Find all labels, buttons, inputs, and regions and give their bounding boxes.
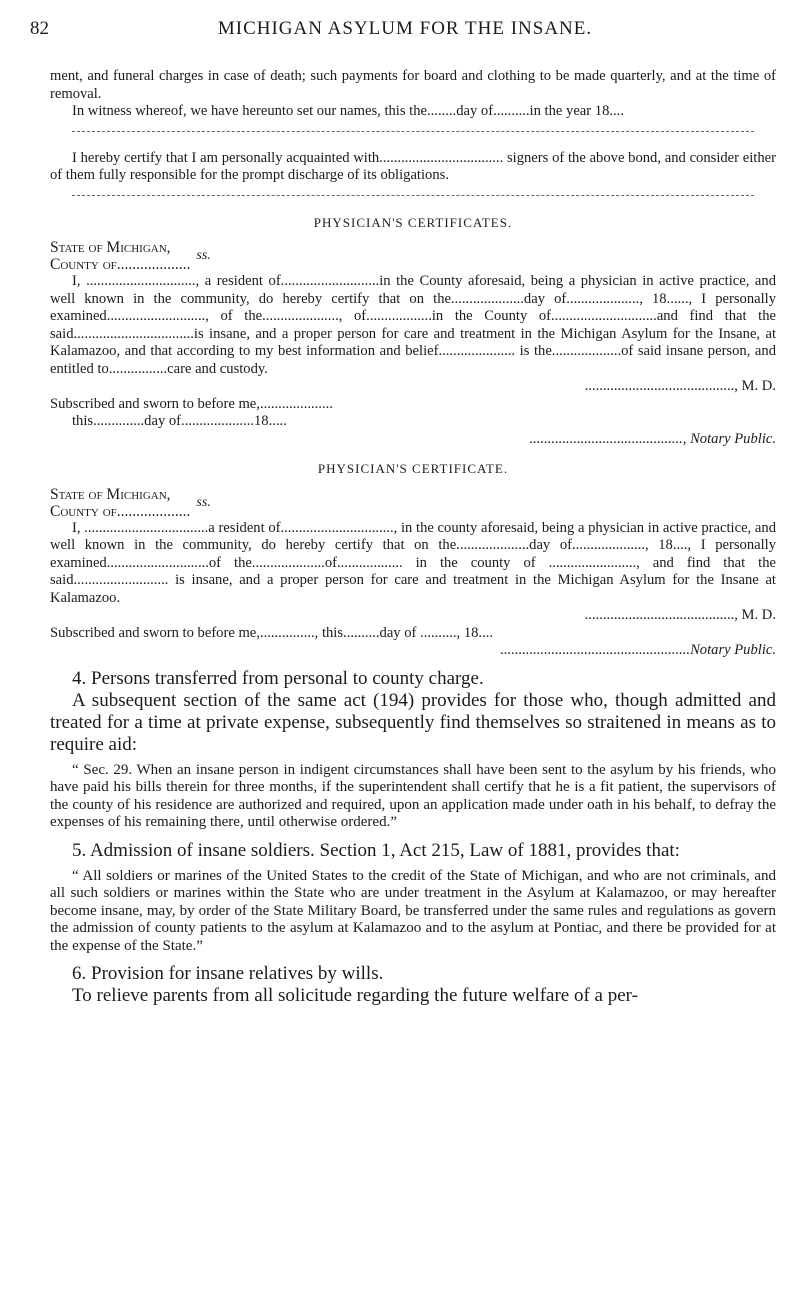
section-4-quote: “ Sec. 29. When an insane person in indigent circumstances shall have been sent to the asylum by his friends, who have paid his bills therein for three months, if the superintendent shall certify that he is a fit patient, the supervisors of the county of his residence are authorized and required, upon an application made under oath in his behalf, to defray the expenses of his remaining there, until otherwise ordered.” — [50, 761, 776, 830]
section-4-heading: 4. Persons transferred from personal to county charge. — [72, 667, 484, 689]
surety-certificate: I hereby certify that I am personally acquainted with.................................. signers of the above bond, and consider either of them fully responsible for the prompt discharge of its obligations. — [50, 149, 776, 183]
venue-block — [50, 486, 776, 520]
page-number: 82 — [30, 18, 49, 39]
witness-paragraph: In witness whereof, we have hereunto set our names, this the........day of..........in the year 18.... — [72, 103, 624, 119]
venue-state: State of Michigan, — [50, 239, 171, 256]
bond-paragraph: ment, and funeral charges in case of death; such payments for board and clothing to be made quarterly, and at the time of removal. — [50, 68, 776, 102]
running-title: MICHIGAN ASYLUM FOR THE INSANE. — [217, 18, 593, 39]
venue-state: State of Michigan, — [50, 485, 171, 503]
section-4-text: A subsequent section of the same act (194) provides for those who, though admitted and treated for a time at private expense, subsequently find themselves so straitened in means as to require aid: — [50, 689, 776, 755]
physician-certificates — [50, 214, 776, 449]
bond-section — [50, 68, 776, 196]
venue-ss: ss. — [196, 248, 211, 264]
notary-line: .........................................., Notary Public. — [529, 430, 776, 447]
venue-ss: ss. — [196, 494, 211, 510]
section-6-heading: 6. Provision for insane relatives by wills. — [72, 963, 384, 984]
md-signature-line: ........................................., M. D. — [584, 607, 776, 623]
main-text — [50, 668, 776, 1008]
certificate-title: PHYSICIAN'S CERTIFICATE. — [317, 461, 509, 476]
certificate-body: I, ..................................a resident of..............................., in the county aforesaid, being a physician in active practice, and well known in the community, do hereby certify that on the....................day of...................., 18...., I personally examined............................of the....................of.................. in the county of ........................, and find that the said.......................... is insane, and a proper person for care and treatment in the Michigan Asylum for the Insane at Kalamazoo. — [50, 519, 776, 606]
page-content — [50, 68, 776, 1007]
section-5-heading: 5. Admission of insane soldiers. Section 1, Act 215, Law of 1881, provides that: — [72, 839, 680, 861]
sworn-line: Subscribed and sworn to before me,..............., this..........day of .........., 18.... — [50, 624, 494, 641]
section-5-quote: “ All soldiers or marines of the United States to the credit of the State of Michigan, and who are not criminals, and all such soldiers or marines within the State who are under treatment in the Asylum at Kalamazoo, or may hereafter become insane, may, by order of the State Military Board, be transferred under the same rules and regulations as govern the admission of county patients to the asylum at Kalamazoo and to the asylum at Pontiac, and there be provided for at the expense of the State.” — [50, 867, 776, 954]
section-6-text: To relieve parents from all solicitude regarding the future welfare of a per- — [72, 985, 638, 1006]
sworn-line: Subscribed and sworn to before me,.................... — [50, 395, 333, 412]
notary-line: ....................................................Notary Public. — [500, 642, 776, 658]
sworn-date-line: this..............day of....................18..... — [72, 413, 287, 429]
certificate-body: I, .............................., a resident of...........................in the County aforesaid, being a physician in active practice, and well known in the community, do hereby certify that on the....................day of...................., 18......, I personally examined..........................., of the....................., of..................in the County of.............................and find that the said.................................is insane, and a proper person for care and treatment in the Michigan Asylum for the Insane, at Kalamazoo, and that according to my best information and belief..................... is the...................of said insane person, and entitled to................care and custody. — [50, 273, 776, 377]
physician-certificate — [50, 460, 776, 660]
md-signature-line: ........................................., M. D. — [584, 378, 776, 394]
page-header — [30, 18, 780, 48]
certificates-title: PHYSICIAN'S CERTIFICATES. — [313, 214, 513, 230]
venue-county: County of................... — [50, 502, 191, 520]
divider-line — [72, 131, 754, 132]
divider-line — [72, 195, 754, 196]
venue-block — [50, 239, 776, 273]
venue-county: County of................... — [50, 256, 191, 273]
